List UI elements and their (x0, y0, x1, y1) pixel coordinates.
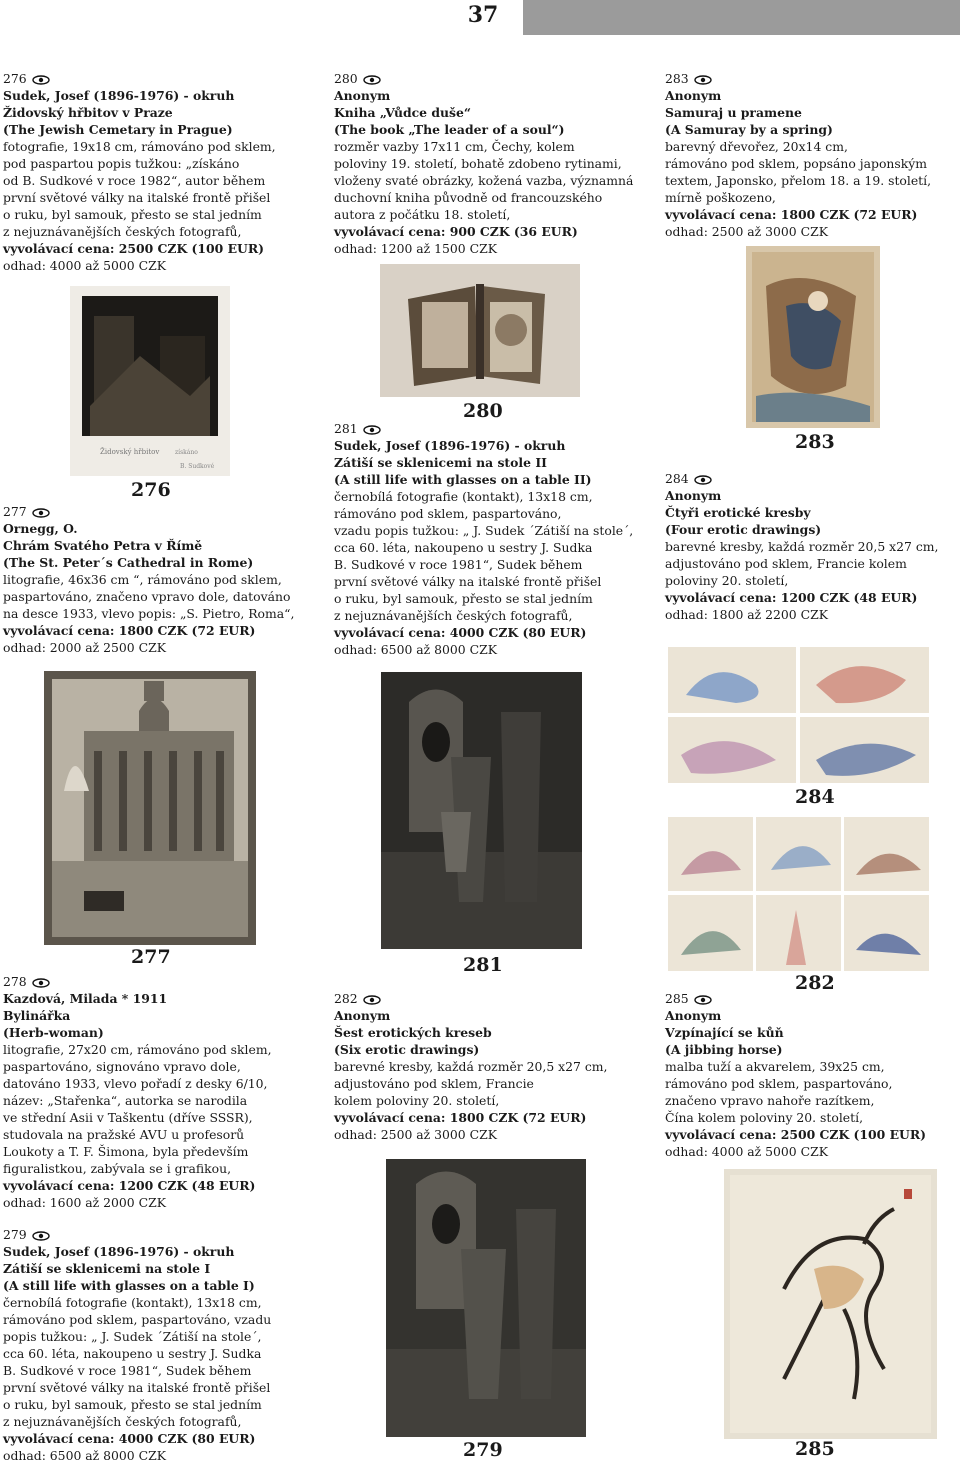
entry-line: Anonym (334, 88, 391, 103)
entry-line: o ruku, byl samouk, přesto se stal jedním (3, 207, 262, 222)
entry-line: (Six erotic drawings) (334, 1042, 480, 1057)
entry-line: vloženy svaté obrázky, kožená vazba, významná (334, 173, 634, 188)
entry-line: textem, Japonsko, přelom 18. a 19. století, (665, 173, 932, 188)
entry-line: odhad: 2500 až 3000 CZK (334, 1127, 497, 1142)
eye-icon (358, 421, 381, 436)
entry-line: odhad: 1200 až 1500 CZK (334, 241, 497, 256)
entry-line: z nejuznávanějších českých fotografů, (3, 1414, 242, 1429)
entry-line: vzadu popis tužkou: „ J. Sudek ´Zátiší na stole´, (334, 523, 634, 538)
entry-line: (A still life with glasses on a table II) (334, 472, 592, 487)
entry-line: vyvolávací cena: 2500 CZK (100 EUR) (3, 241, 264, 256)
lot-285-painting (724, 1169, 937, 1439)
entry-line: cca 60. léta, nakoupeno u sestry J. Sudka (334, 540, 593, 555)
entry-line: adjustováno pod sklem, Francie (334, 1076, 534, 1091)
entry-line: vyvolávací cena: 4000 CZK (80 EUR) (3, 1431, 256, 1446)
entry-line: rámováno pod sklem, paspartováno, (665, 1076, 893, 1091)
entry-line: Bylinářka (3, 1008, 71, 1023)
entry-line: duchovní kniha původně od francouzského (334, 190, 603, 205)
lot-284-drawings-top (666, 645, 931, 785)
entry-line: mírně poškozeno, (665, 190, 776, 205)
caption-284: 284 (795, 786, 835, 808)
entry-line: rámováno pod sklem, popsáno japonským (665, 156, 928, 171)
entry-line: Sudek, Josef (1896-1976) - okruh (3, 88, 235, 103)
eye-icon (27, 1227, 50, 1242)
eye-icon (27, 71, 50, 86)
entry-line: poloviny 20. století, (665, 573, 789, 588)
page-header (0, 0, 960, 35)
entry-line: Čtyři erotické kresby (665, 505, 811, 520)
lot-280-photo (380, 264, 580, 397)
entry-line: (The St. Peter´s Cathedral in Rome) (3, 555, 254, 570)
entry-line: z nejuznávanějších českých fotografů, (334, 608, 573, 623)
entry-line: B. Sudkové v roce 1981“, Sudek během (334, 557, 583, 572)
entry-line: odhad: 1800 až 2200 CZK (665, 607, 828, 622)
entry-line: Anonym (665, 88, 722, 103)
entry-line: Samuraj u pramene (665, 105, 802, 120)
lot-283-entry (665, 70, 931, 240)
entry-line: černobílá fotografie (kontakt), 13x18 cm, (334, 489, 593, 504)
entry-line: na desce 1933, vlevo popis: „S. Pietro, Roma“, (3, 606, 295, 621)
entry-line: (A still life with glasses on a table I) (3, 1278, 255, 1293)
lot-number: 285 (665, 991, 689, 1006)
caption-285: 285 (795, 1438, 835, 1460)
entry-line: adjustováno pod sklem, Francie kolem (665, 556, 907, 571)
caption-283: 283 (795, 431, 835, 453)
entry-line: odhad: 6500 až 8000 CZK (334, 642, 497, 657)
entry-line: (A Samuray by a spring) (665, 122, 833, 137)
page-number: 37 (443, 0, 523, 35)
entry-line: Anonym (665, 1008, 722, 1023)
entry-line: Chrám Svatého Petra v Římě (3, 538, 203, 553)
lot-284-entry (665, 470, 939, 623)
lot-281-entry (334, 420, 633, 658)
entry-line: první světové války na italské frontě přišel (3, 1380, 271, 1395)
lot-number: 282 (334, 991, 358, 1006)
lot-277-lithograph (44, 671, 256, 945)
entry-line: značeno vpravo nahoře razítkem, (665, 1093, 875, 1108)
entry-line: figuralistkou, zabývala se i grafikou, (3, 1161, 232, 1176)
entry-line: Židovský hřbitov v Praze (3, 105, 173, 120)
eye-icon (27, 974, 50, 989)
entry-line: paspartováno, signováno vpravo dole, (3, 1059, 241, 1074)
lot-number: 277 (3, 504, 27, 519)
entry-line: vyvolávací cena: 4000 CZK (80 EUR) (334, 625, 587, 640)
entry-line: paspartováno, značeno vpravo dole, datováno (3, 589, 291, 604)
svg-text:Židovský hřbitov: Židovský hřbitov (100, 448, 160, 456)
entry-line: vyvolávací cena: 1200 CZK (48 EUR) (665, 590, 918, 605)
lot-281-photo (381, 672, 582, 949)
entry-line: vyvolávací cena: 2500 CZK (100 EUR) (665, 1127, 926, 1142)
entry-line: o ruku, byl samouk, přesto se stal jedním (334, 591, 593, 606)
caption-282: 282 (795, 972, 835, 994)
entry-line: malba tuží a akvarelem, 39x25 cm, (665, 1059, 885, 1074)
lot-285-entry (665, 990, 926, 1160)
entry-line: Anonym (665, 488, 722, 503)
entry-line: (A jibbing horse) (665, 1042, 783, 1057)
entry-line: Kniha „Vůdce duše“ (334, 105, 472, 120)
entry-line: pod paspartou popis tužkou: „získáno (3, 156, 240, 171)
lot-279-entry (3, 1226, 271, 1464)
entry-line: Čína kolem poloviny 20. století, (665, 1110, 864, 1125)
svg-text:získáno: získáno (175, 449, 198, 456)
entry-line: od B. Sudkové v roce 1982“, autor během (3, 173, 266, 188)
lot-282-drawings (666, 815, 931, 973)
entry-line: B. Sudkové v roce 1981“, Sudek během (3, 1363, 252, 1378)
lot-276-entry (3, 70, 276, 274)
eye-icon (358, 71, 381, 86)
entry-line: cca 60. léta, nakoupeno u sestry J. Sudka (3, 1346, 262, 1361)
entry-line: Loukoty a T. F. Šimona, byla především (3, 1144, 249, 1159)
entry-line: datováno 1933, vlevo pořadí z desky 6/10, (3, 1076, 268, 1091)
lot-number: 278 (3, 974, 27, 989)
entry-line: barevné kresby, každá rozměr 20,5 x27 cm, (334, 1059, 608, 1074)
entry-line: Zátiší se sklenicemi na stole II (334, 455, 547, 470)
entry-line: odhad: 4000 až 5000 CZK (665, 1144, 828, 1159)
lot-277-entry (3, 503, 294, 656)
lot-number: 281 (334, 421, 358, 436)
caption-276: 276 (131, 479, 171, 501)
entry-line: Sudek, Josef (1896-1976) - okruh (3, 1244, 235, 1259)
lot-282-entry (334, 990, 608, 1143)
entry-line: (Four erotic drawings) (665, 522, 822, 537)
eye-icon (689, 471, 712, 486)
entry-line: Zátiší se sklenicemi na stole I (3, 1261, 211, 1276)
caption-281: 281 (463, 954, 503, 976)
entry-line: ve střední Asii v Taškentu (dříve SSSR), (3, 1110, 253, 1125)
lot-number: 284 (665, 471, 689, 486)
entry-line: (The book „The leader of a soul“) (334, 122, 565, 137)
lot-number: 279 (3, 1227, 27, 1242)
entry-line: (Herb-woman) (3, 1025, 104, 1040)
entry-line: Šest erotických kreseb (334, 1025, 492, 1040)
entry-line: vyvolávací cena: 900 CZK (36 EUR) (334, 224, 578, 239)
lot-number: 276 (3, 71, 27, 86)
entry-line: odhad: 2500 až 3000 CZK (665, 224, 828, 239)
entry-line: (The Jewish Cemetary in Prague) (3, 122, 233, 137)
entry-line: odhad: 4000 až 5000 CZK (3, 258, 166, 273)
caption-279: 279 (463, 1439, 503, 1461)
lot-number: 283 (665, 71, 689, 86)
entry-line: autora z počátku 18. století, (334, 207, 511, 222)
entry-line: kolem poloviny 20. století, (334, 1093, 500, 1108)
entry-line: Vzpínající se kůň (665, 1025, 784, 1040)
entry-line: barevný dřevořez, 20x14 cm, (665, 139, 848, 154)
lot-number: 280 (334, 71, 358, 86)
entry-line: Kazdová, Milada * 1911 (3, 991, 168, 1006)
entry-line: poloviny 19. století, bohatě zdobeno rytinami, (334, 156, 622, 171)
entry-line: vyvolávací cena: 1800 CZK (72 EUR) (334, 1110, 587, 1125)
entry-line: odhad: 1600 až 2000 CZK (3, 1195, 166, 1210)
entry-line: barevné kresby, každá rozměr 20,5 x27 cm, (665, 539, 939, 554)
svg-text:B. Sudkové: B. Sudkové (180, 463, 215, 470)
eye-icon (689, 991, 712, 1006)
entry-line: studovala na pražské AVU u profesorů (3, 1127, 245, 1142)
entry-line: vyvolávací cena: 1800 CZK (72 EUR) (3, 623, 256, 638)
lot-279-photo (386, 1159, 586, 1437)
entry-line: popis tužkou: „ J. Sudek ´Zátiší na stole´, (3, 1329, 262, 1344)
entry-line: z nejuznávanějších českých fotografů, (3, 224, 242, 239)
entry-line: fotografie, 19x18 cm, rámováno pod sklem, (3, 139, 276, 154)
entry-line: první světové války na italské frontě přišel (334, 574, 602, 589)
entry-line: rámováno pod sklem, paspartováno, (334, 506, 562, 521)
entry-line: rozměr vazby 17x11 cm, Čechy, kolem (334, 139, 575, 154)
lot-283-woodcut (746, 246, 880, 428)
entry-line: první světové války na italské frontě přišel (3, 190, 271, 205)
entry-line: černobílá fotografie (kontakt), 13x18 cm, (3, 1295, 262, 1310)
lot-278-entry (3, 973, 272, 1211)
eye-icon (27, 504, 50, 519)
eye-icon (358, 991, 381, 1006)
caption-280: 280 (463, 400, 503, 422)
eye-icon (689, 71, 712, 86)
entry-line: vyvolávací cena: 1800 CZK (72 EUR) (665, 207, 918, 222)
lot-280-entry (334, 70, 633, 257)
entry-line: název: „Stařenka“, autorka se narodila (3, 1093, 248, 1108)
entry-line: litografie, 46x36 cm “, rámováno pod sklem, (3, 572, 282, 587)
entry-line: o ruku, byl samouk, přesto se stal jedním (3, 1397, 262, 1412)
entry-line: Sudek, Josef (1896-1976) - okruh (334, 438, 566, 453)
entry-line: odhad: 6500 až 8000 CZK (3, 1448, 166, 1463)
entry-line: rámováno pod sklem, paspartováno, vzadu (3, 1312, 272, 1327)
entry-line: Anonym (334, 1008, 391, 1023)
entry-line: odhad: 2000 až 2500 CZK (3, 640, 166, 655)
entry-line: vyvolávací cena: 1200 CZK (48 EUR) (3, 1178, 256, 1193)
caption-277: 277 (131, 946, 171, 968)
entry-line: Ornegg, O. (3, 521, 78, 536)
entry-line: litografie, 27x20 cm, rámováno pod sklem, (3, 1042, 272, 1057)
lot-276-photo (70, 286, 230, 476)
